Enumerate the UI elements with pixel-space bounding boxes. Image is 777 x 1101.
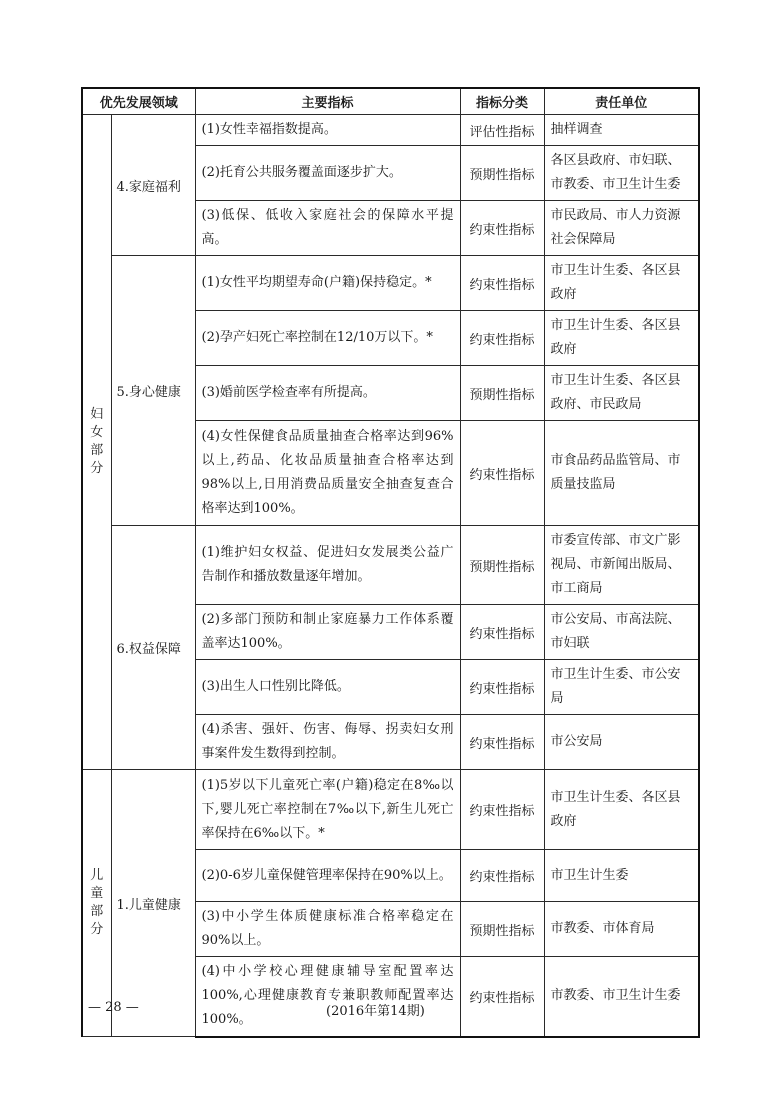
- indicator-table: [81, 87, 700, 1038]
- area-label: 1.儿童健康: [111, 770, 195, 1037]
- area-label: 6.权益保障: [111, 526, 195, 770]
- unit-cell: 市教委、市体育局: [544, 902, 699, 957]
- unit-cell: 市卫生计生委: [544, 850, 699, 902]
- part-label-women: 妇女部分: [82, 115, 111, 770]
- category-cell: 预期性指标: [460, 366, 544, 421]
- indicator-cell: (3)低保、低收入家庭社会的保障水平提高。: [195, 201, 460, 256]
- issue-label: (2016年第14期): [326, 1004, 425, 1019]
- indicator-cell: (2)0-6岁儿童保健管理率保持在90%以上。: [195, 850, 460, 902]
- indicator-cell: (2)多部门预防和制止家庭暴力工作体系覆盖率达100%。: [195, 605, 460, 660]
- area-label: 5.身心健康: [111, 256, 195, 526]
- category-cell: 约束性指标: [460, 311, 544, 366]
- indicator-cell: (1)维护妇女权益、促进妇女发展类公益广告制作和播放数量逐年增加。: [195, 526, 460, 605]
- area-label: 4.家庭福利: [111, 115, 195, 256]
- category-cell: 预期性指标: [460, 902, 544, 957]
- unit-cell: 市公安局、市高法院、市妇联: [544, 605, 699, 660]
- category-cell: 评估性指标: [460, 115, 544, 146]
- table-header-row: [82, 88, 699, 115]
- table-row: [82, 526, 699, 605]
- part-label-children: 儿童部分: [82, 770, 111, 1037]
- indicator-cell: (4)杀害、强奸、伤害、侮辱、拐卖妇女刑事案件发生数得到控制。: [195, 715, 460, 770]
- unit-cell: 各区县政府、市妇联、市教委、市卫生计生委: [544, 146, 699, 201]
- category-cell: 约束性指标: [460, 256, 544, 311]
- unit-cell: 市民政局、市人力资源社会保障局: [544, 201, 699, 256]
- category-cell: 约束性指标: [460, 957, 544, 1037]
- category-cell: 约束性指标: [460, 421, 544, 526]
- unit-cell: 市卫生计生委、各区县政府: [544, 311, 699, 366]
- page-number: — 28 —: [88, 1000, 139, 1015]
- category-cell: 预期性指标: [460, 526, 544, 605]
- indicator-cell: (4)女性保健食品质量抽查合格率达到96%以上,药品、化妆品质量抽查合格率达到98%以上,日用消费品质量安全抽查复查合格率达到100%。: [195, 421, 460, 526]
- unit-cell: 市食品药品监管局、市质量技监局: [544, 421, 699, 526]
- indicator-cell: (2)孕产妇死亡率控制在12/10万以下。*: [195, 311, 460, 366]
- unit-cell: 市公安局: [544, 715, 699, 770]
- unit-cell: 市委宣传部、市文广影视局、市新闻出版局、市工商局: [544, 526, 699, 605]
- category-cell: 约束性指标: [460, 850, 544, 902]
- category-cell: 约束性指标: [460, 605, 544, 660]
- unit-cell: 市卫生计生委、市公安局: [544, 660, 699, 715]
- header-responsible-unit: 责任单位: [544, 88, 699, 115]
- indicator-cell: (1)5岁以下儿童死亡率(户籍)稳定在8‰以下,婴儿死亡率控制在7‰以下,新生儿死亡率保持在6‰以下。*: [195, 770, 460, 850]
- table-row: [82, 256, 699, 311]
- unit-cell: 市卫生计生委、各区县政府、市民政局: [544, 366, 699, 421]
- indicator-cell: (1)女性幸福指数提高。: [195, 115, 460, 146]
- category-cell: 约束性指标: [460, 770, 544, 850]
- table-row: [82, 770, 699, 850]
- category-cell: 约束性指标: [460, 660, 544, 715]
- unit-cell: 市卫生计生委、各区县政府: [544, 256, 699, 311]
- unit-cell: 市教委、市卫生计生委: [544, 957, 699, 1037]
- unit-cell: 抽样调查: [544, 115, 699, 146]
- header-indicator-category: 指标分类: [460, 88, 544, 115]
- header-priority-area: 优先发展领域: [82, 88, 195, 115]
- header-main-indicator: 主要指标: [195, 88, 460, 115]
- category-cell: 约束性指标: [460, 715, 544, 770]
- category-cell: 约束性指标: [460, 201, 544, 256]
- table-row: [82, 115, 699, 146]
- indicator-cell: (3)中小学生体质健康标准合格率稳定在90%以上。: [195, 902, 460, 957]
- unit-cell: 市卫生计生委、各区县政府: [544, 770, 699, 850]
- indicator-cell: (3)出生人口性别比降低。: [195, 660, 460, 715]
- indicator-cell: (4)中小学校心理健康辅导室配置率达100%,心理健康教育专兼职教师配置率达100%。: [195, 957, 460, 1037]
- indicator-cell: (2)托育公共服务覆盖面逐步扩大。: [195, 146, 460, 201]
- indicator-cell: (3)婚前医学检查率有所提高。: [195, 366, 460, 421]
- indicator-cell: (1)女性平均期望寿命(户籍)保持稳定。*: [195, 256, 460, 311]
- category-cell: 预期性指标: [460, 146, 544, 201]
